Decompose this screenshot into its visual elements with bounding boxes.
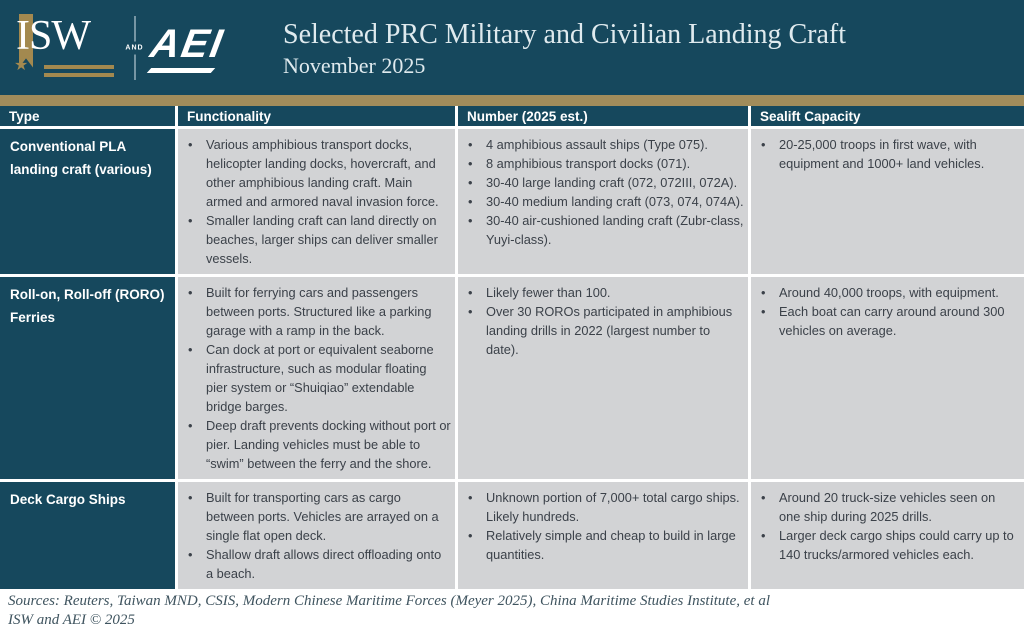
table-row [0, 277, 1024, 479]
bullet-text: Over 30 ROROs participated in amphibious landing drills in 2022 (largest number to date). [486, 304, 733, 357]
sources-line: Sources: Reuters, Taiwan MND, CSIS, Modern Chinese Maritime Forces (Meyer 2025), China Maritime Studies Institute, et al [8, 593, 770, 609]
bullet-text: Larger deck cargo ships could carry up to 140 trucks/armored vehicles each. [779, 528, 1014, 562]
banner [0, 0, 1024, 95]
bullet-icon: • [468, 175, 473, 190]
bullet-icon: • [468, 137, 473, 152]
bullet-item [468, 302, 744, 359]
functionality-cell [178, 277, 455, 479]
page-subtitle: November 2025 [283, 52, 426, 78]
bullet-item [761, 135, 1020, 173]
bullet-text: Built for transporting cars as cargo between ports. Vehicles are arrayed on a single flat open deck. [206, 490, 439, 543]
bullet-item [188, 416, 451, 473]
number-cell [458, 277, 748, 479]
bullet-item [188, 340, 451, 416]
bullet-text: 4 amphibious assault ships (Type 075). [486, 137, 708, 152]
bullet-icon: • [188, 285, 193, 300]
bullet-item [761, 488, 1020, 526]
bullet-icon: • [468, 194, 473, 209]
footer [0, 589, 1024, 631]
type-cell: Deck Cargo Ships [0, 482, 175, 589]
title-block [283, 17, 846, 79]
bullet-item [761, 526, 1020, 564]
gold-divider-bar [0, 95, 1024, 106]
bullet-icon: • [761, 490, 766, 505]
bullet-text: Around 20 truck-size vehicles seen on one ship during 2025 drills. [779, 490, 996, 524]
number-cell [458, 129, 748, 274]
table-header-row [0, 106, 1024, 126]
bullet-item [188, 545, 451, 583]
sealift-cell [751, 277, 1024, 479]
bullet-text: Built for ferrying cars and passengers between ports. Structured like a parking garage with a ramp in the back. [206, 285, 432, 338]
functionality-cell [178, 482, 455, 589]
bullet-icon: • [188, 137, 193, 152]
bullet-item [761, 302, 1020, 340]
bullet-item [188, 283, 451, 340]
bullet-icon: • [468, 490, 473, 505]
bullet-icon: • [188, 547, 193, 562]
bullet-icon: • [468, 304, 473, 319]
bullet-text: Unknown portion of 7,000+ total cargo ships. Likely hundreds. [486, 490, 740, 524]
aei-wordmark: AEI [147, 21, 228, 66]
bullet-text: 8 amphibious transport docks (071). [486, 156, 691, 171]
bullet-icon: • [761, 285, 766, 300]
type-cell: Roll-on, Roll-off (RORO) Ferries [0, 277, 175, 479]
bullet-icon: • [188, 490, 193, 505]
bullet-text: Around 40,000 troops, with equipment. [779, 285, 999, 300]
page-title: Selected PRC Military and Civilian Landing Craft [283, 18, 847, 50]
column-header-type: Type [0, 106, 175, 126]
bullet-text: 30-40 large landing craft (072, 072III, 072A). [486, 175, 738, 190]
column-header-sealift: Sealift Capacity [751, 106, 1024, 126]
bullet-icon: • [468, 285, 473, 300]
bullet-item [468, 283, 744, 302]
bullet-icon: • [761, 137, 766, 152]
bullet-text: Smaller landing craft can land directly on beaches, larger ships can deliver smaller vessels. [206, 213, 438, 266]
isw-wordmark: ISW [16, 12, 90, 59]
bullet-icon: • [468, 528, 473, 543]
table-row [0, 482, 1024, 589]
column-header-number: Number (2025 est.) [458, 106, 748, 126]
aei-swoosh-icon [147, 68, 216, 73]
bullet-item [468, 488, 744, 526]
bullet-text: Each boat can carry around around 300 vehicles on average. [779, 304, 1005, 338]
bullet-item [761, 283, 1020, 302]
bullet-text: Shallow draft allows direct offloading onto a beach. [206, 547, 442, 581]
bullet-icon: • [468, 156, 473, 171]
bullet-icon: • [188, 213, 193, 228]
isw-bars-icon [44, 65, 114, 81]
aei-logo [147, 17, 261, 79]
sealift-cell [751, 129, 1024, 274]
isw-logo [14, 11, 118, 85]
type-cell: Conventional PLA landing craft (various) [0, 129, 175, 274]
bullet-item [468, 526, 744, 564]
bullet-text: Deep draft prevents docking without port or pier. Landing vehicles must be able to “swim” between the ferry and the shore. [206, 418, 451, 471]
landing-craft-table [0, 106, 1024, 589]
bullet-icon: • [468, 213, 473, 228]
bullet-item [468, 211, 744, 249]
bullet-text: 20-25,000 troops in first wave, with equipment and 1000+ land vehicles. [779, 137, 985, 171]
copyright-line: ISW and AEI © 2025 [8, 612, 135, 628]
bullet-text: 30-40 medium landing craft (073, 074, 074A). [486, 194, 744, 209]
table-row [0, 129, 1024, 274]
bullet-item [468, 154, 744, 173]
bullet-item [468, 135, 744, 154]
bullet-text: 30-40 air-cushioned landing craft (Zubr-class, Yuyi-class). [486, 213, 744, 247]
table-body [0, 129, 1024, 589]
column-header-functionality: Functionality [178, 106, 455, 126]
bullet-text: Various amphibious transport docks, helicopter landing docks, hovercraft, and other amphibious landing craft. Main armed and armored naval invasion force. [206, 137, 439, 209]
bullet-item [468, 173, 744, 192]
logo-divider [125, 16, 144, 80]
number-cell [458, 482, 748, 589]
bullet-text: Relatively simple and cheap to build in large quantities. [486, 528, 736, 562]
functionality-cell [178, 129, 455, 274]
bullet-text: Likely fewer than 100. [486, 285, 611, 300]
sealift-cell [751, 482, 1024, 589]
bullet-icon: • [188, 342, 193, 357]
and-label: AND [125, 41, 143, 54]
star-icon: ★ [14, 56, 29, 74]
bullet-text: Can dock at port or equivalent seaborne infrastructure, such as modular floating pier system or “Shuiqiao” extendable bridge barges. [206, 342, 434, 414]
bullet-item [188, 488, 451, 545]
bullet-item [188, 211, 451, 268]
bullet-icon: • [761, 304, 766, 319]
bullet-item [188, 135, 451, 211]
bullet-icon: • [188, 418, 193, 433]
bullet-item [468, 192, 744, 211]
bullet-icon: • [761, 528, 766, 543]
